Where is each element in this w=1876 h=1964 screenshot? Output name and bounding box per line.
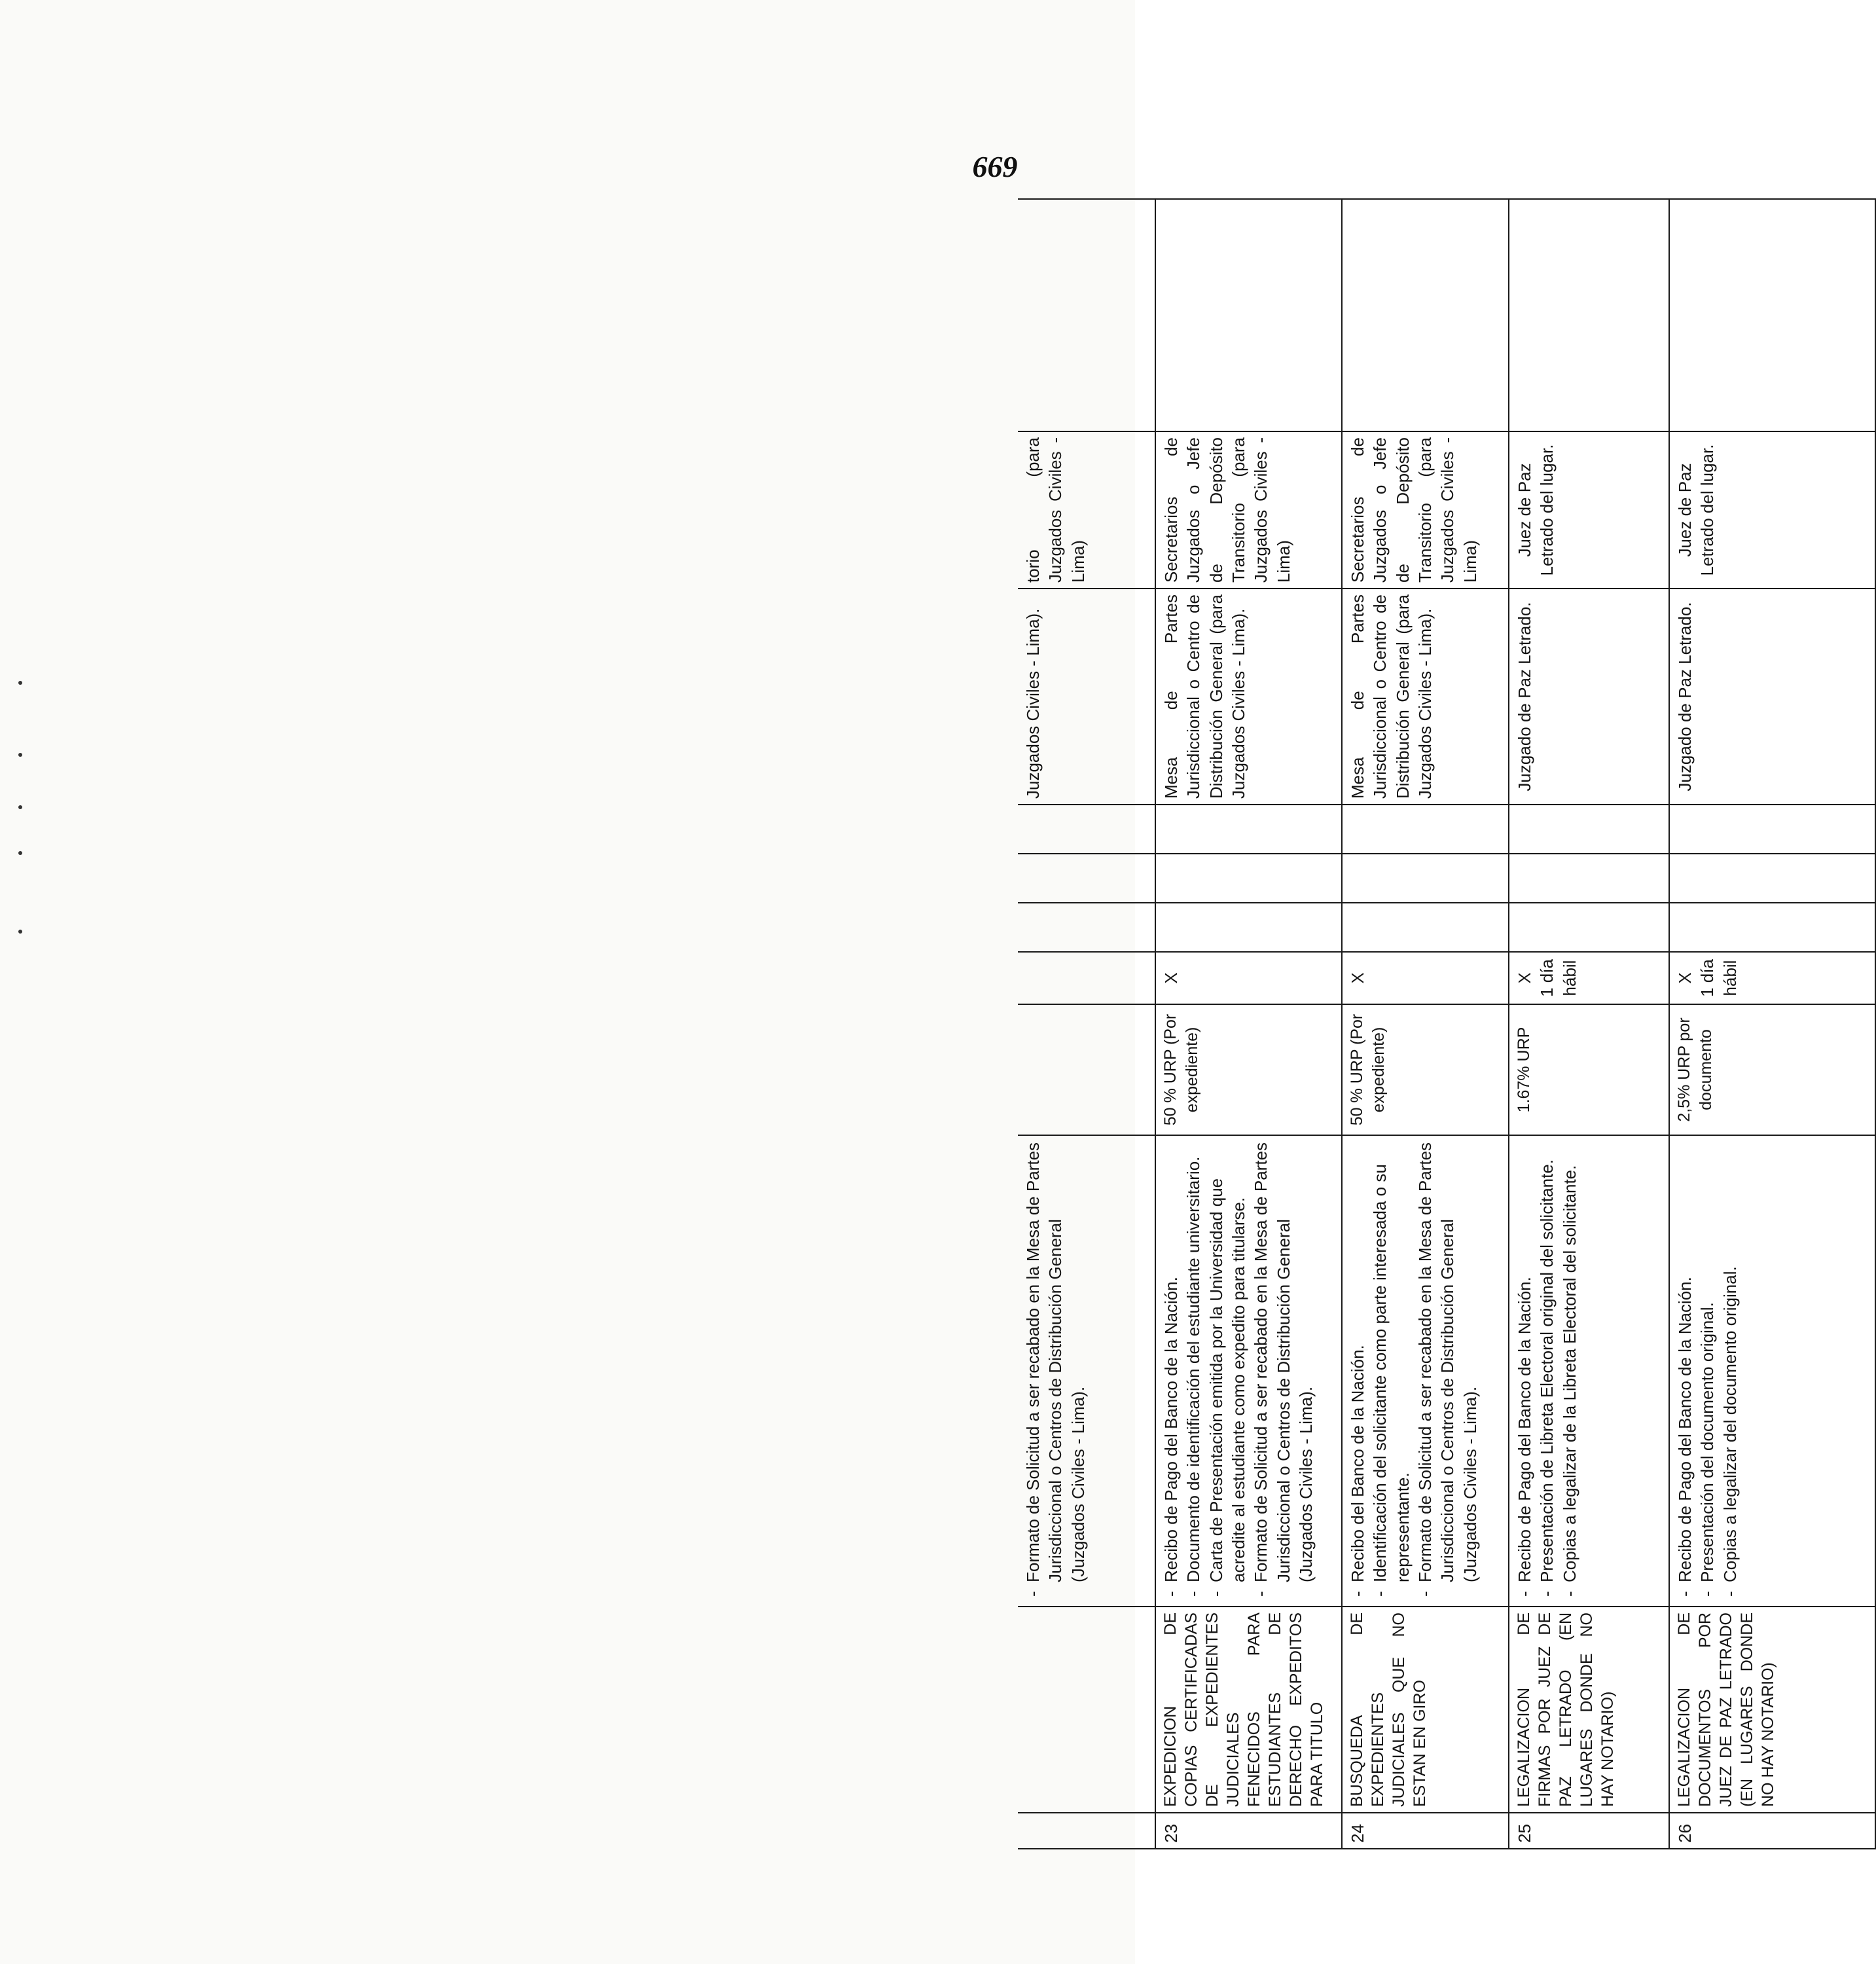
table-row — [1509, 199, 1669, 1849]
office-cell: Juzgado de Paz Letrado. — [1509, 589, 1669, 805]
office-cell: Juzgado de Paz Letrado. — [1669, 589, 1875, 805]
row-number: 24 — [1342, 1813, 1509, 1849]
margin-mark — [18, 805, 22, 809]
requirements-cell — [1509, 1135, 1669, 1607]
requirements-cell — [1669, 1135, 1875, 1607]
procedure-title: BUSQUEDA DE EXPEDIENTES JUDICIALES QUE NO ESTAN EN GIRO — [1342, 1607, 1509, 1813]
term-days: 1 día hábil — [1537, 959, 1579, 997]
requirement-item: - Recibo del Banco de la Nación. — [1346, 1141, 1369, 1601]
authority-cell: Secretarios de Juzgados o Jefe de Depósito Transitorio (para Juzgados Civiles - Lima) — [1342, 431, 1509, 589]
page-number: 669 — [972, 150, 1018, 183]
procedure-title: EXPEDICION DE COPIAS CERTIFICADAS DE EXPEDIENTES JUDICIALES FENECIDOS PARA ESTUDIANTES DE DERECHO EXPEDITOS PARA TITULO — [1155, 1607, 1342, 1813]
requirements-cell — [1018, 1135, 1155, 1607]
row-number: 25 — [1509, 1813, 1669, 1849]
office-cell: Mesa de Partes Jurisdiccional o Centro de Distribución General (para Juzgados Civiles - Lima). — [1155, 589, 1342, 805]
empty-cell — [1509, 805, 1669, 854]
requirement-item: - Presentación de Libreta Electoral original del solicitante. — [1536, 1141, 1558, 1601]
empty-cell — [1018, 805, 1155, 854]
requirement-item: - Copias a legalizar de la Libreta Electoral del solicitante. — [1559, 1141, 1581, 1601]
requirements-list — [1160, 1141, 1317, 1601]
empty-cell — [1155, 199, 1342, 431]
office-cell: Mesa de Partes Jurisdiccional o Centro de Distribución General (para Juzgados Civiles - Lima). — [1342, 589, 1509, 805]
row-number: 26 — [1669, 1813, 1875, 1849]
rotated-table-wrapper — [1018, 200, 1875, 1849]
requirement-item: - Documento de identificación del estudiante universitario. — [1182, 1141, 1204, 1601]
margin-mark — [18, 753, 22, 757]
requirement-item: - Formato de Solicitud a ser recabado en la Mesa de Partes Jurisdiccional o Centros de Distribución General (Juzgados Civiles - Lima). — [1022, 1141, 1089, 1601]
requirement-item: - Presentación del documento original. — [1696, 1141, 1718, 1601]
requirement-item: - Recibo de Pago del Banco de la Nación. — [1513, 1141, 1536, 1601]
empty-cell — [1669, 199, 1875, 431]
row-number: 23 — [1155, 1813, 1342, 1849]
empty-cell — [1669, 854, 1875, 903]
empty-cell — [1342, 199, 1509, 431]
requirement-item: - Formato de Solicitud a ser recabado en la Mesa de Partes Jurisdiccional o Centros de Distribución General (Juzgados Civiles - Lima). — [1414, 1141, 1481, 1601]
requirements-list — [1346, 1141, 1481, 1601]
approval-mark: X — [1161, 972, 1181, 984]
cost-cell: 50 % URP (Por expediente) — [1342, 1004, 1509, 1135]
procedure-title — [1018, 1607, 1155, 1813]
requirement-item: - Recibo de Pago del Banco de la Nación. — [1674, 1141, 1696, 1601]
table-row — [1018, 199, 1155, 1849]
approval-cell — [1018, 952, 1155, 1004]
approval-mark: X — [1515, 972, 1534, 984]
approval-cell — [1342, 952, 1509, 1004]
requirement-item: - Carta de Presentación emitida por la Universidad que acredite al estudiante como expedito para titularse. — [1205, 1141, 1250, 1601]
approval-cell — [1509, 952, 1669, 1004]
empty-cell — [1669, 805, 1875, 854]
empty-cell — [1018, 199, 1155, 431]
requirement-item: - Identificación del solicitante como parte interesada o su representante. — [1369, 1141, 1414, 1601]
authority-cell: Juez de Paz Letrado del lugar. — [1669, 431, 1875, 589]
empty-cell — [1669, 903, 1875, 952]
authority-cell: Secretarios de Juzgados o Jefe de Depósito Transitorio (para Juzgados Civiles - Lima) — [1155, 431, 1342, 589]
requirement-item: - Formato de Solicitud a ser recabado en la Mesa de Partes Jurisdiccional o Centros de Distribución General (Juzgados Civiles - Lima). — [1250, 1141, 1317, 1601]
table-row — [1342, 199, 1509, 1849]
margin-mark — [18, 851, 22, 855]
empty-cell — [1155, 854, 1342, 903]
cost-cell: 1.67% URP — [1509, 1004, 1669, 1135]
cost-cell: 50 % URP (Por expediente) — [1155, 1004, 1342, 1135]
empty-cell — [1018, 854, 1155, 903]
approval-cell — [1669, 952, 1875, 1004]
requirements-cell — [1155, 1135, 1342, 1607]
empty-cell — [1342, 805, 1509, 854]
procedure-title: LEGALIZACION DE DOCUMENTOS POR JUEZ DE PAZ LETRADO (EN LUGARES DONDE NO HAY NOTARIO) — [1669, 1607, 1875, 1813]
term-days: 1 día hábil — [1697, 959, 1740, 997]
approval-mark: X — [1348, 972, 1367, 984]
empty-cell — [1155, 805, 1342, 854]
requirement-item: - Copias a legalizar del documento original. — [1719, 1141, 1741, 1601]
requirements-cell — [1342, 1135, 1509, 1607]
empty-cell — [1509, 199, 1669, 431]
authority-cell: Juez de Paz Letrado del lugar. — [1509, 431, 1669, 589]
cost-cell — [1018, 1004, 1155, 1135]
office-cell: Juzgados Civiles - Lima). — [1018, 589, 1155, 805]
approval-cell — [1155, 952, 1342, 1004]
empty-cell — [1342, 903, 1509, 952]
margin-mark — [18, 930, 22, 934]
table-row — [1669, 199, 1875, 1849]
procedure-title: LEGALIZACION DE FIRMAS POR JUEZ DE PAZ LETRADO (EN LUGARES DONDE NO HAY NOTARIO) — [1509, 1607, 1669, 1813]
requirements-list — [1513, 1141, 1581, 1601]
authority-cell: torio (para Juzgados Civiles - Lima) — [1018, 431, 1155, 589]
table-row — [1155, 199, 1342, 1849]
empty-cell — [1509, 903, 1669, 952]
row-number — [1018, 1813, 1155, 1849]
empty-cell — [1018, 903, 1155, 952]
requirements-list — [1022, 1141, 1089, 1601]
empty-cell — [1155, 903, 1342, 952]
cost-cell: 2,5% URP por documento — [1669, 1004, 1875, 1135]
empty-cell — [1509, 854, 1669, 903]
requirements-list — [1674, 1141, 1741, 1601]
requirement-item: - Recibo de Pago del Banco de la Nación. — [1160, 1141, 1182, 1601]
margin-mark — [18, 681, 22, 685]
approval-mark: X — [1675, 972, 1695, 984]
empty-cell — [1342, 854, 1509, 903]
procedures-table — [1018, 198, 1876, 1849]
